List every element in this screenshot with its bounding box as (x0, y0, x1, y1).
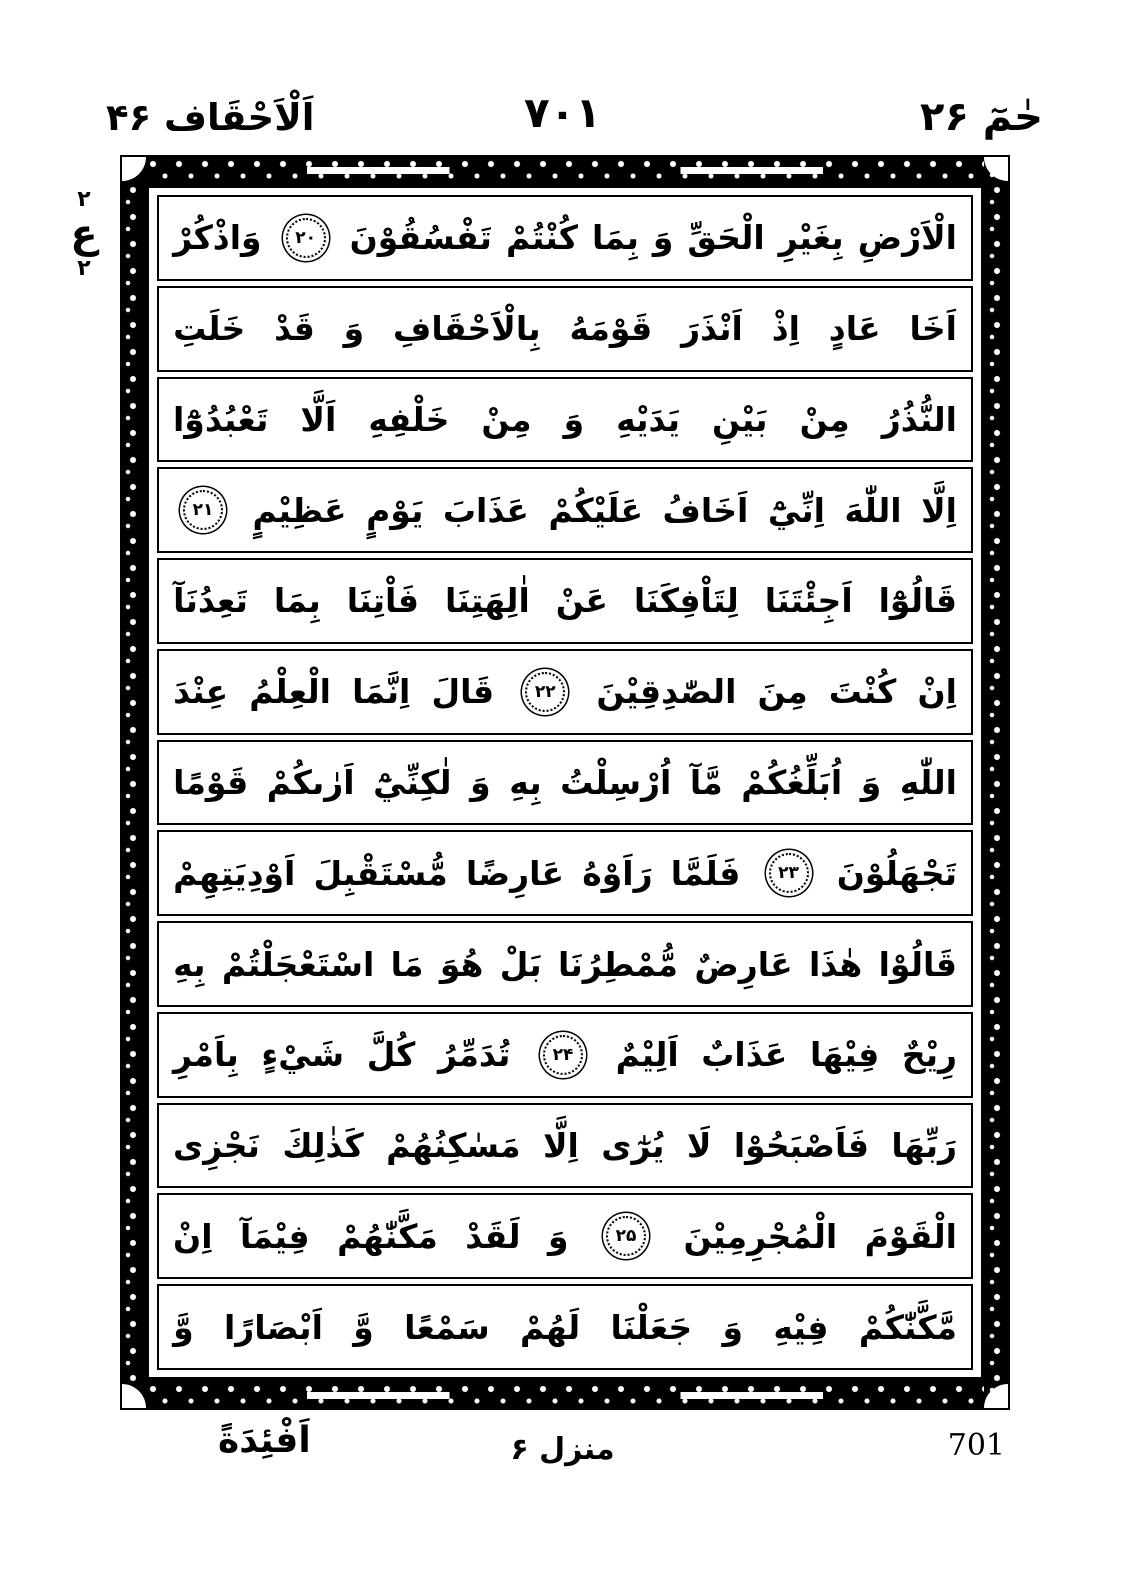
quran-word: لٰكِنِّيْٓ (373, 762, 452, 802)
quran-word: لِتَاْفِكَنَا (633, 581, 739, 621)
quran-line (157, 1012, 973, 1098)
quran-word: الْاَرْضِ (857, 218, 957, 258)
quran-word: بِغَيْرِ (778, 218, 844, 258)
quran-word: هٰذَا (808, 944, 863, 984)
quran-word: النُّذُرُ (881, 399, 957, 439)
quran-word: بِهِ (509, 762, 542, 802)
decorative-border-bottom (120, 1380, 1010, 1410)
quran-line (157, 377, 973, 463)
quran-word: الْعِلْمُ (249, 672, 331, 712)
quran-word: الْقَوْمَ (864, 1216, 957, 1256)
quran-word: لَقَدْ (465, 1216, 521, 1256)
page-number-latin: 701 (947, 1428, 1005, 1463)
manzil-label: منزل ۶ (510, 1432, 615, 1467)
quran-line (157, 195, 973, 281)
quran-word: قَدْ (274, 309, 315, 349)
corner-ornament-icon (984, 1384, 1008, 1408)
verse-end-medallion: ۲۳ (769, 853, 809, 893)
quran-word: اَبْصَارًا (223, 1307, 323, 1347)
quran-line (157, 1193, 973, 1279)
quran-word: نَجْزِى (173, 1126, 260, 1166)
quran-word: رِيْحٌ (901, 1035, 957, 1075)
decorative-border-right (984, 155, 1010, 1410)
quran-word: وَ (470, 762, 491, 802)
quran-word: عَذَابٌ (701, 1035, 788, 1075)
quran-word: بِاَمْرِ (173, 1035, 239, 1075)
quran-word: اِنْ (173, 1216, 213, 1256)
quran-word: اَرٰىكُمْ (266, 762, 355, 802)
quran-word: اللّٰهَ (844, 490, 902, 530)
quran-word: عِنْدَ (173, 672, 229, 712)
corner-ornament-icon (122, 157, 146, 181)
ruku-ain-icon: ع (70, 211, 98, 258)
quran-word: فَلَمَّا (670, 853, 741, 893)
quran-word: يَوْمٍ (366, 490, 424, 530)
quran-word: اَلِيْمٌ (615, 1035, 679, 1075)
quran-text-block (146, 185, 984, 1380)
quran-line (157, 558, 973, 644)
quran-word: اِلَّا (921, 490, 957, 530)
juz-label: حٰمٓ ۲۶ (920, 94, 1043, 140)
quran-word: اِنِّيْٓ (767, 490, 825, 530)
quran-word: وَ (547, 1216, 569, 1256)
quran-word: سَمْعًا (404, 1307, 490, 1347)
quran-word: مَا (390, 944, 424, 984)
quran-word: مَسٰكِنُهُمْ (386, 1126, 521, 1166)
quran-word: اللّٰهِ (899, 762, 957, 802)
quran-line (157, 921, 973, 1007)
quran-word: الْحَقِّ (687, 218, 765, 258)
quran-word: عَلَيْكُمْ (548, 490, 643, 530)
quran-word: مَكَّنّٰهُمْ (337, 1216, 438, 1256)
quran-line (157, 1284, 973, 1370)
quran-word: وَاذْكُرْ (173, 218, 262, 258)
quran-word: اِنَّمَا (352, 672, 411, 712)
quran-word: فِيْهِ (773, 1307, 829, 1347)
quran-word: بَيْنِ (712, 399, 768, 439)
quran-line (157, 286, 973, 372)
quran-word: قَالَ (431, 672, 495, 712)
quran-word: وَ (563, 399, 585, 439)
quran-word: بَلْ (499, 944, 542, 984)
ruku-bottom-number: ۲ (77, 256, 91, 282)
decorative-border-top (120, 155, 1010, 185)
quran-word: يَدَيْهِ (616, 399, 680, 439)
quran-word: تَعْبُدُوْٓا (173, 399, 269, 439)
quran-word: عَادٍ (828, 309, 881, 349)
quran-word: اَنْذَرَ (681, 309, 743, 349)
quran-word: اِلَّا (542, 1126, 579, 1166)
quran-word: وَّ (353, 1307, 374, 1347)
quran-word: اُرْسِلْتُ (560, 762, 672, 802)
quran-word: مُّسْتَقْبِلَ (313, 853, 448, 893)
quran-word: بِمَا (591, 218, 639, 258)
quran-line (157, 467, 973, 553)
quran-word: عَذَابَ (442, 490, 529, 530)
quran-word: عَظِيْمٍ (252, 490, 347, 530)
quran-word: اَخَافُ (662, 490, 749, 530)
surah-name-label: اَلْاَحْقَاف ۴۶ (106, 96, 315, 139)
quran-word: بِمَا (273, 581, 321, 621)
quran-word: تَجْهَلُوْنَ (836, 853, 957, 893)
page-number-arabic: ۷۰۱ (524, 88, 601, 137)
quran-word: لَهُمْ (520, 1307, 581, 1347)
quran-word: وَ (343, 309, 365, 349)
decorative-border-left (120, 155, 146, 1410)
catchword: اَفْئِدَةً (218, 1420, 311, 1461)
quran-word: اٰلِهَتِنَا (444, 581, 530, 621)
quran-word: تُدَمِّرُ (437, 1035, 511, 1075)
quran-word: وَ (860, 762, 882, 802)
quran-word: الْمُجْرِمِيْنَ (683, 1216, 838, 1256)
quran-word: اَجِئْتَنَا (764, 581, 853, 621)
verse-end-medallion: ۲۰ (286, 218, 326, 258)
page-frame (120, 155, 1010, 1410)
quran-word: كُلَّ (366, 1035, 416, 1075)
quran-word: مِنْ (799, 399, 850, 439)
quran-word: تَفْسُقُوْنَ (349, 218, 492, 258)
verse-end-medallion: ۲۴ (543, 1035, 583, 1075)
quran-word: لَا (686, 1126, 712, 1166)
quran-word: جَعَلْنَا (610, 1307, 693, 1347)
quran-word: هُوَ (439, 944, 484, 984)
quran-word: اَوْدِيَتِهِمْ (173, 853, 296, 893)
quran-line (157, 740, 973, 826)
quran-word: عَنْ (555, 581, 608, 621)
ruku-top-number: ۲ (77, 187, 91, 212)
quran-word: عَارِضًا (465, 853, 565, 893)
quran-word: اسْتَعْجَلْتُمْ (221, 944, 375, 984)
quran-word: فَاْتِنَا (346, 581, 419, 621)
quran-word: وَ (652, 218, 674, 258)
quran-word: بِهِ (173, 944, 206, 984)
quran-word: مِنْ (481, 399, 532, 439)
verse-end-medallion: ۲۲ (525, 672, 565, 712)
quran-word: تَعِدُنَآ (173, 581, 248, 621)
quran-word: وَ (722, 1307, 744, 1347)
quran-word: قَالُوْا (878, 944, 957, 984)
ruku-marker (58, 188, 110, 280)
quran-line (157, 649, 973, 735)
quran-word: وَّ (173, 1307, 194, 1347)
quran-word: فَاَصْبَحُوْا (733, 1126, 869, 1166)
quran-word: رَاَوْهُ (582, 853, 653, 893)
quran-word: قَوْمًا (173, 762, 249, 802)
quran-word: فِيْمَآ (240, 1216, 310, 1256)
quran-word: قَوْمَهُ (569, 309, 653, 349)
quran-word: قَالُوْٓا (878, 581, 957, 621)
quran-word: بِالْاَحْقَافِ (393, 309, 541, 349)
quran-word: مَّآ (689, 762, 723, 802)
quran-word: رَبِّهَا (891, 1126, 957, 1166)
quran-word: اِذْ (771, 309, 800, 349)
corner-ornament-icon (984, 157, 1008, 181)
quran-word: كُنْتَ (828, 672, 897, 712)
quran-word: اَلَّا (300, 399, 337, 439)
quran-word: عَارِضٌ (694, 944, 793, 984)
verse-end-medallion: ۲۱ (183, 490, 223, 530)
quran-word: خَلْفِهِ (368, 399, 450, 439)
quran-word: اَخَا (909, 309, 957, 349)
corner-ornament-icon (122, 1384, 146, 1408)
quran-word: يُرٰٓى (601, 1126, 665, 1166)
quran-word: اُبَلِّغُكُمْ (741, 762, 843, 802)
quran-line (157, 1103, 973, 1189)
verse-end-medallion: ۲۵ (606, 1216, 646, 1256)
quran-word: شَيْءٍ (261, 1035, 345, 1075)
quran-word: مَّكَّنّٰكُمْ (858, 1307, 957, 1347)
quran-word: كُنْتُمْ (505, 218, 578, 258)
quran-word: خَلَتِ (173, 309, 246, 349)
quran-word: اِنْ (917, 672, 957, 712)
quran-word: مُّمْطِرُنَا (557, 944, 678, 984)
quran-word: فِيْهَا (809, 1035, 880, 1075)
quran-line (157, 830, 973, 916)
quran-word: كَذٰلِكَ (282, 1126, 364, 1166)
quran-word: الصّٰدِقِيْنَ (596, 672, 737, 712)
quran-word: مِنَ (757, 672, 808, 712)
